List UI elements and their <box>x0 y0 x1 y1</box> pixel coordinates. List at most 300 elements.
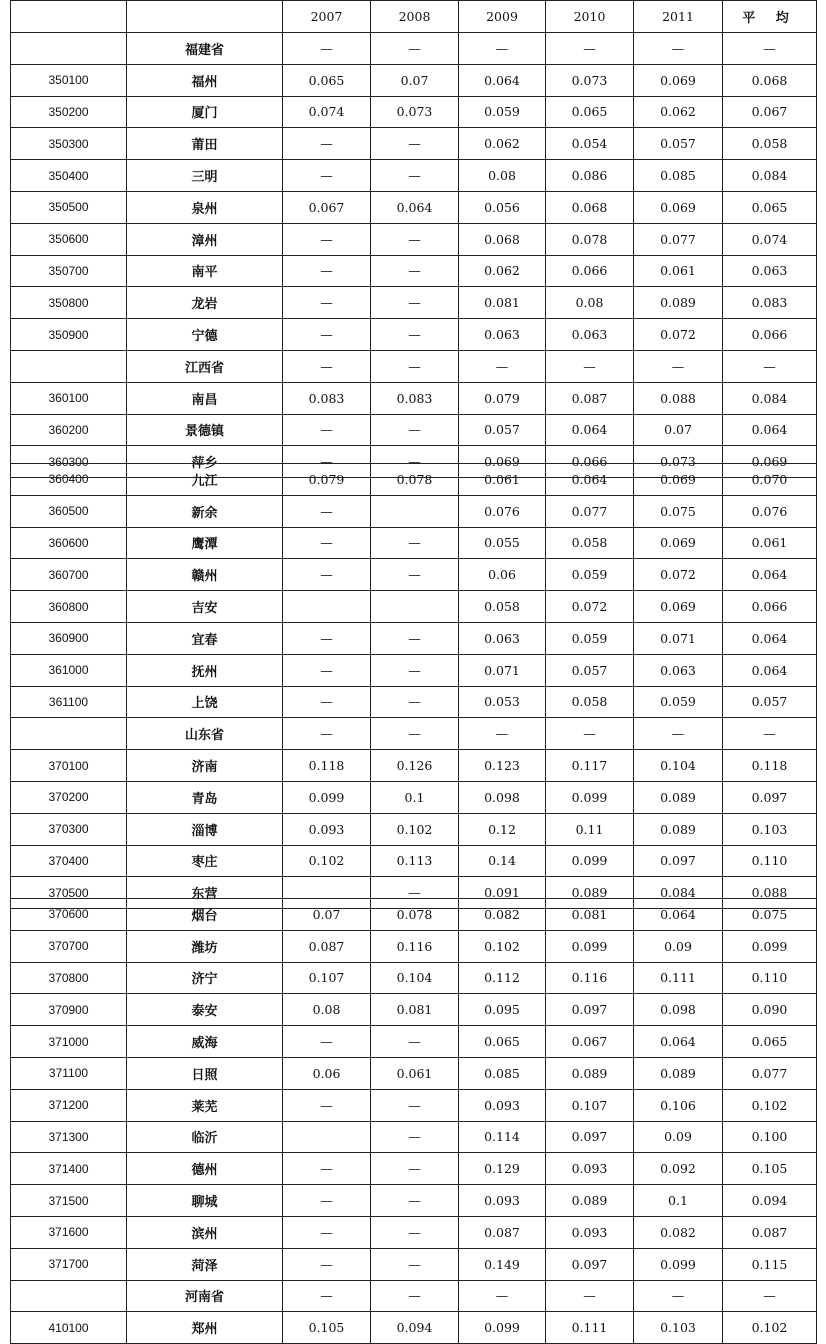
city-name: 枣庄 <box>127 845 283 877</box>
year-value: — <box>546 718 634 750</box>
table-row <box>11 686 817 718</box>
year-value: 0.111 <box>634 962 723 994</box>
header-year-2007: 2007 <box>283 1 371 33</box>
year-value: 0.08 <box>283 994 371 1026</box>
year-value: 0.062 <box>459 128 546 160</box>
average-value: 0.064 <box>723 559 817 591</box>
region-code: 360200 <box>11 414 127 446</box>
year-value: 0.107 <box>283 962 371 994</box>
table-row <box>11 1153 817 1185</box>
average-value: 0.097 <box>723 781 817 813</box>
average-value: 0.063 <box>723 255 817 287</box>
year-value: 0.067 <box>546 1026 634 1058</box>
year-value: — <box>371 255 459 287</box>
year-value: 0.093 <box>546 1153 634 1185</box>
year-value: — <box>371 160 459 192</box>
region-code <box>11 718 127 750</box>
region-code: 360400 <box>11 464 127 496</box>
header-name-cell <box>127 1 283 33</box>
header-year-2009: 2009 <box>459 1 546 33</box>
year-value: — <box>371 686 459 718</box>
year-value: — <box>283 128 371 160</box>
city-name: 景德镇 <box>127 414 283 446</box>
table-row <box>11 287 817 319</box>
year-value: 0.075 <box>634 495 723 527</box>
city-name: 济宁 <box>127 962 283 994</box>
year-value: — <box>546 350 634 382</box>
city-name: 宜春 <box>127 622 283 654</box>
province-row <box>11 718 817 750</box>
year-value: 0.069 <box>634 527 723 559</box>
city-name: 临沂 <box>127 1121 283 1153</box>
year-value: 0.089 <box>634 781 723 813</box>
city-name: 济南 <box>127 750 283 782</box>
city-name: 新余 <box>127 495 283 527</box>
average-value: 0.102 <box>723 1089 817 1121</box>
year-value: 0.053 <box>459 686 546 718</box>
year-value: — <box>371 128 459 160</box>
year-value: 0.059 <box>546 622 634 654</box>
header-code-cell <box>11 1 127 33</box>
year-value: — <box>371 654 459 686</box>
year-value: 0.085 <box>459 1057 546 1089</box>
region-code: 370200 <box>11 781 127 813</box>
average-value: 0.110 <box>723 845 817 877</box>
region-code: 410100 <box>11 1312 127 1344</box>
year-value: 0.12 <box>459 813 546 845</box>
table-row <box>11 223 817 255</box>
average-value: 0.087 <box>723 1216 817 1248</box>
region-code: 350300 <box>11 128 127 160</box>
year-value: 0.114 <box>459 1121 546 1153</box>
year-value: 0.099 <box>283 781 371 813</box>
year-value: — <box>459 1280 546 1312</box>
table-row <box>11 1216 817 1248</box>
table-row <box>11 255 817 287</box>
year-value: 0.106 <box>634 1089 723 1121</box>
year-value: 0.087 <box>546 382 634 414</box>
year-value: — <box>371 223 459 255</box>
year-value: 0.058 <box>546 686 634 718</box>
year-value: 0.097 <box>634 845 723 877</box>
average-value: 0.066 <box>723 319 817 351</box>
table-row <box>11 899 817 931</box>
year-value: 0.073 <box>371 96 459 128</box>
year-value: — <box>283 622 371 654</box>
year-value: — <box>371 877 459 909</box>
average-value: 0.057 <box>723 686 817 718</box>
average-value: — <box>723 33 817 65</box>
year-value: 0.123 <box>459 750 546 782</box>
year-value: 0.149 <box>459 1248 546 1280</box>
region-code <box>11 350 127 382</box>
table-row <box>11 160 817 192</box>
year-value: 0.099 <box>546 930 634 962</box>
year-value: 0.078 <box>546 223 634 255</box>
year-value: 0.072 <box>634 319 723 351</box>
year-value: — <box>283 1153 371 1185</box>
region-code: 360300 <box>11 446 127 478</box>
year-value: 0.064 <box>634 1026 723 1058</box>
city-name: 郑州 <box>127 1312 283 1344</box>
region-code: 371200 <box>11 1089 127 1121</box>
year-value: 0.083 <box>283 382 371 414</box>
province-row <box>11 1280 817 1312</box>
table-row <box>11 654 817 686</box>
header-row <box>11 1 817 33</box>
data-table <box>10 898 817 1344</box>
average-value: 0.115 <box>723 1248 817 1280</box>
year-value: — <box>371 350 459 382</box>
table-row <box>11 495 817 527</box>
year-value: 0.116 <box>371 930 459 962</box>
region-code: 371100 <box>11 1057 127 1089</box>
year-value: — <box>283 255 371 287</box>
table-row <box>11 781 817 813</box>
year-value: 0.111 <box>546 1312 634 1344</box>
year-value: — <box>283 1185 371 1217</box>
city-name: 厦门 <box>127 96 283 128</box>
year-value: 0.074 <box>283 96 371 128</box>
table-row <box>11 382 817 414</box>
year-value: 0.057 <box>459 414 546 446</box>
year-value: — <box>634 1280 723 1312</box>
year-value: 0.11 <box>546 813 634 845</box>
year-value: 0.097 <box>546 1121 634 1153</box>
year-value: 0.068 <box>546 191 634 223</box>
year-value: 0.079 <box>283 464 371 496</box>
province-row <box>11 33 817 65</box>
year-value: — <box>371 1216 459 1248</box>
city-name: 青岛 <box>127 781 283 813</box>
year-value: 0.063 <box>459 319 546 351</box>
year-value: — <box>371 718 459 750</box>
year-value: 0.066 <box>546 446 634 478</box>
region-code: 370100 <box>11 750 127 782</box>
table-row <box>11 414 817 446</box>
year-value: 0.093 <box>459 1089 546 1121</box>
year-value <box>371 591 459 623</box>
year-value: 0.062 <box>634 96 723 128</box>
year-value: — <box>371 527 459 559</box>
year-value: — <box>371 1153 459 1185</box>
year-value: 0.061 <box>634 255 723 287</box>
year-value: — <box>283 686 371 718</box>
city-name: 抚州 <box>127 654 283 686</box>
city-name: 漳州 <box>127 223 283 255</box>
table-row <box>11 1089 817 1121</box>
year-value: 0.07 <box>283 899 371 931</box>
year-value: 0.081 <box>371 994 459 1026</box>
average-value: 0.064 <box>723 414 817 446</box>
average-value: 0.064 <box>723 654 817 686</box>
region-code: 371000 <box>11 1026 127 1058</box>
table-segment-3 <box>10 898 816 1344</box>
year-value: 0.113 <box>371 845 459 877</box>
year-value <box>283 1121 371 1153</box>
year-value: 0.054 <box>546 128 634 160</box>
average-value: — <box>723 1280 817 1312</box>
average-value: — <box>723 718 817 750</box>
year-value: — <box>371 1089 459 1121</box>
average-value: 0.084 <box>723 160 817 192</box>
year-value: 0.081 <box>546 899 634 931</box>
year-value: 0.088 <box>634 382 723 414</box>
year-value: 0.089 <box>546 877 634 909</box>
table-row <box>11 845 817 877</box>
year-value: — <box>283 1089 371 1121</box>
table-row <box>11 464 817 496</box>
year-value: 0.063 <box>459 622 546 654</box>
city-name: 宁德 <box>127 319 283 351</box>
year-value: 0.117 <box>546 750 634 782</box>
year-value: — <box>371 33 459 65</box>
average-value: 0.065 <box>723 191 817 223</box>
average-value: 0.077 <box>723 1057 817 1089</box>
year-value <box>283 591 371 623</box>
year-value: 0.069 <box>459 446 546 478</box>
table-row <box>11 1121 817 1153</box>
region-code: 370900 <box>11 994 127 1026</box>
year-value: 0.066 <box>546 255 634 287</box>
year-value: 0.087 <box>283 930 371 962</box>
year-value: 0.076 <box>459 495 546 527</box>
average-value: 0.094 <box>723 1185 817 1217</box>
year-value: 0.093 <box>283 813 371 845</box>
average-value: 0.088 <box>723 877 817 909</box>
region-code: 360500 <box>11 495 127 527</box>
average-value: 0.103 <box>723 813 817 845</box>
average-value: 0.069 <box>723 446 817 478</box>
year-value: 0.062 <box>459 255 546 287</box>
average-value: 0.083 <box>723 287 817 319</box>
year-value: 0.087 <box>459 1216 546 1248</box>
year-value: 0.1 <box>371 781 459 813</box>
year-value <box>371 495 459 527</box>
year-value: — <box>371 287 459 319</box>
average-value: 0.099 <box>723 930 817 962</box>
year-value: 0.103 <box>634 1312 723 1344</box>
year-value: 0.082 <box>634 1216 723 1248</box>
year-value: 0.064 <box>546 414 634 446</box>
year-value: 0.085 <box>634 160 723 192</box>
table-row <box>11 750 817 782</box>
average-value: 0.100 <box>723 1121 817 1153</box>
year-value: — <box>371 1185 459 1217</box>
table-row <box>11 1026 817 1058</box>
province-name: 河南省 <box>127 1280 283 1312</box>
year-value: 0.058 <box>546 527 634 559</box>
year-value: 0.059 <box>634 686 723 718</box>
year-value: 0.065 <box>459 1026 546 1058</box>
year-value: 0.063 <box>546 319 634 351</box>
year-value: 0.112 <box>459 962 546 994</box>
table-row <box>11 1057 817 1089</box>
table-row <box>11 1185 817 1217</box>
region-code: 350700 <box>11 255 127 287</box>
city-name: 烟台 <box>127 899 283 931</box>
year-value: 0.102 <box>459 930 546 962</box>
region-code: 371500 <box>11 1185 127 1217</box>
year-value: — <box>283 350 371 382</box>
year-value: 0.079 <box>459 382 546 414</box>
year-value: 0.059 <box>546 559 634 591</box>
year-value: 0.08 <box>459 160 546 192</box>
region-code: 360100 <box>11 382 127 414</box>
year-value: 0.06 <box>459 559 546 591</box>
year-value: 0.064 <box>459 64 546 96</box>
region-code: 370400 <box>11 845 127 877</box>
year-value: 0.105 <box>283 1312 371 1344</box>
year-value: 0.097 <box>546 994 634 1026</box>
city-name: 淄博 <box>127 813 283 845</box>
year-value: 0.129 <box>459 1153 546 1185</box>
year-value: — <box>371 1248 459 1280</box>
year-value: 0.102 <box>371 813 459 845</box>
year-value: 0.077 <box>546 495 634 527</box>
city-name: 威海 <box>127 1026 283 1058</box>
year-value: 0.068 <box>459 223 546 255</box>
city-name: 赣州 <box>127 559 283 591</box>
region-code: 371600 <box>11 1216 127 1248</box>
year-value: 0.104 <box>634 750 723 782</box>
city-name: 潍坊 <box>127 930 283 962</box>
year-value: — <box>634 33 723 65</box>
year-value: — <box>459 350 546 382</box>
year-value: 0.094 <box>371 1312 459 1344</box>
year-value: 0.078 <box>371 464 459 496</box>
province-name: 江西省 <box>127 350 283 382</box>
average-value: 0.090 <box>723 994 817 1026</box>
year-value: 0.116 <box>546 962 634 994</box>
year-value: — <box>283 654 371 686</box>
average-value: 0.068 <box>723 64 817 96</box>
year-value: 0.099 <box>546 845 634 877</box>
region-code: 350800 <box>11 287 127 319</box>
average-value: 0.076 <box>723 495 817 527</box>
year-value: 0.072 <box>634 559 723 591</box>
region-code: 350500 <box>11 191 127 223</box>
region-code: 360900 <box>11 622 127 654</box>
year-value: 0.069 <box>634 591 723 623</box>
year-value: 0.072 <box>546 591 634 623</box>
average-value: 0.061 <box>723 527 817 559</box>
region-code: 361100 <box>11 686 127 718</box>
region-code: 360700 <box>11 559 127 591</box>
average-value: 0.102 <box>723 1312 817 1344</box>
region-code: 370300 <box>11 813 127 845</box>
year-value: 0.07 <box>371 64 459 96</box>
year-value: — <box>371 1280 459 1312</box>
year-value: 0.089 <box>546 1185 634 1217</box>
table-segment-1 <box>10 0 816 478</box>
year-value: 0.064 <box>546 464 634 496</box>
city-name: 九江 <box>127 464 283 496</box>
city-name: 萍乡 <box>127 446 283 478</box>
city-name: 龙岩 <box>127 287 283 319</box>
year-value: 0.055 <box>459 527 546 559</box>
city-name: 莱芜 <box>127 1089 283 1121</box>
year-value: — <box>283 1216 371 1248</box>
year-value: — <box>283 160 371 192</box>
region-code: 360600 <box>11 527 127 559</box>
year-value: 0.09 <box>634 930 723 962</box>
table-row <box>11 96 817 128</box>
year-value: — <box>283 1248 371 1280</box>
year-value: 0.099 <box>634 1248 723 1280</box>
year-value: — <box>371 559 459 591</box>
year-value: — <box>371 1121 459 1153</box>
year-value: — <box>371 446 459 478</box>
average-value: 0.066 <box>723 591 817 623</box>
year-value: — <box>283 223 371 255</box>
year-value: 0.089 <box>634 287 723 319</box>
year-value: 0.099 <box>546 781 634 813</box>
region-code: 360800 <box>11 591 127 623</box>
region-code: 361000 <box>11 654 127 686</box>
table-row <box>11 994 817 1026</box>
table-segment-2 <box>10 463 816 909</box>
city-name: 德州 <box>127 1153 283 1185</box>
year-value: 0.057 <box>634 128 723 160</box>
average-value: 0.064 <box>723 622 817 654</box>
city-name: 滨州 <box>127 1216 283 1248</box>
year-value: 0.071 <box>459 654 546 686</box>
year-value: — <box>283 446 371 478</box>
year-value: 0.078 <box>371 899 459 931</box>
year-value: — <box>283 414 371 446</box>
region-code <box>11 33 127 65</box>
city-name: 菏泽 <box>127 1248 283 1280</box>
year-value: 0.104 <box>371 962 459 994</box>
region-code: 370500 <box>11 877 127 909</box>
year-value: 0.126 <box>371 750 459 782</box>
year-value: 0.073 <box>634 446 723 478</box>
year-value: 0.07 <box>634 414 723 446</box>
year-value: 0.14 <box>459 845 546 877</box>
average-value: 0.084 <box>723 382 817 414</box>
province-name: 福建省 <box>127 33 283 65</box>
header-year-2011: 2011 <box>634 1 723 33</box>
year-value: — <box>371 414 459 446</box>
year-value: 0.083 <box>371 382 459 414</box>
city-name: 泰安 <box>127 994 283 1026</box>
year-value: — <box>634 718 723 750</box>
year-value: — <box>459 718 546 750</box>
year-value: 0.069 <box>634 64 723 96</box>
year-value: 0.1 <box>634 1185 723 1217</box>
year-value: 0.069 <box>634 191 723 223</box>
province-row <box>11 350 817 382</box>
year-value: 0.064 <box>371 191 459 223</box>
year-value: 0.093 <box>546 1216 634 1248</box>
region-code: 350200 <box>11 96 127 128</box>
region-code: 350400 <box>11 160 127 192</box>
year-value: 0.098 <box>459 781 546 813</box>
year-value: — <box>371 1026 459 1058</box>
city-name: 上饶 <box>127 686 283 718</box>
year-value: 0.084 <box>634 877 723 909</box>
average-value: 0.118 <box>723 750 817 782</box>
year-value: 0.098 <box>634 994 723 1026</box>
region-code: 371400 <box>11 1153 127 1185</box>
year-value: 0.065 <box>283 64 371 96</box>
average-value: 0.058 <box>723 128 817 160</box>
year-value: 0.061 <box>371 1057 459 1089</box>
year-value: 0.092 <box>634 1153 723 1185</box>
year-value: 0.057 <box>546 654 634 686</box>
data-table <box>10 463 817 909</box>
